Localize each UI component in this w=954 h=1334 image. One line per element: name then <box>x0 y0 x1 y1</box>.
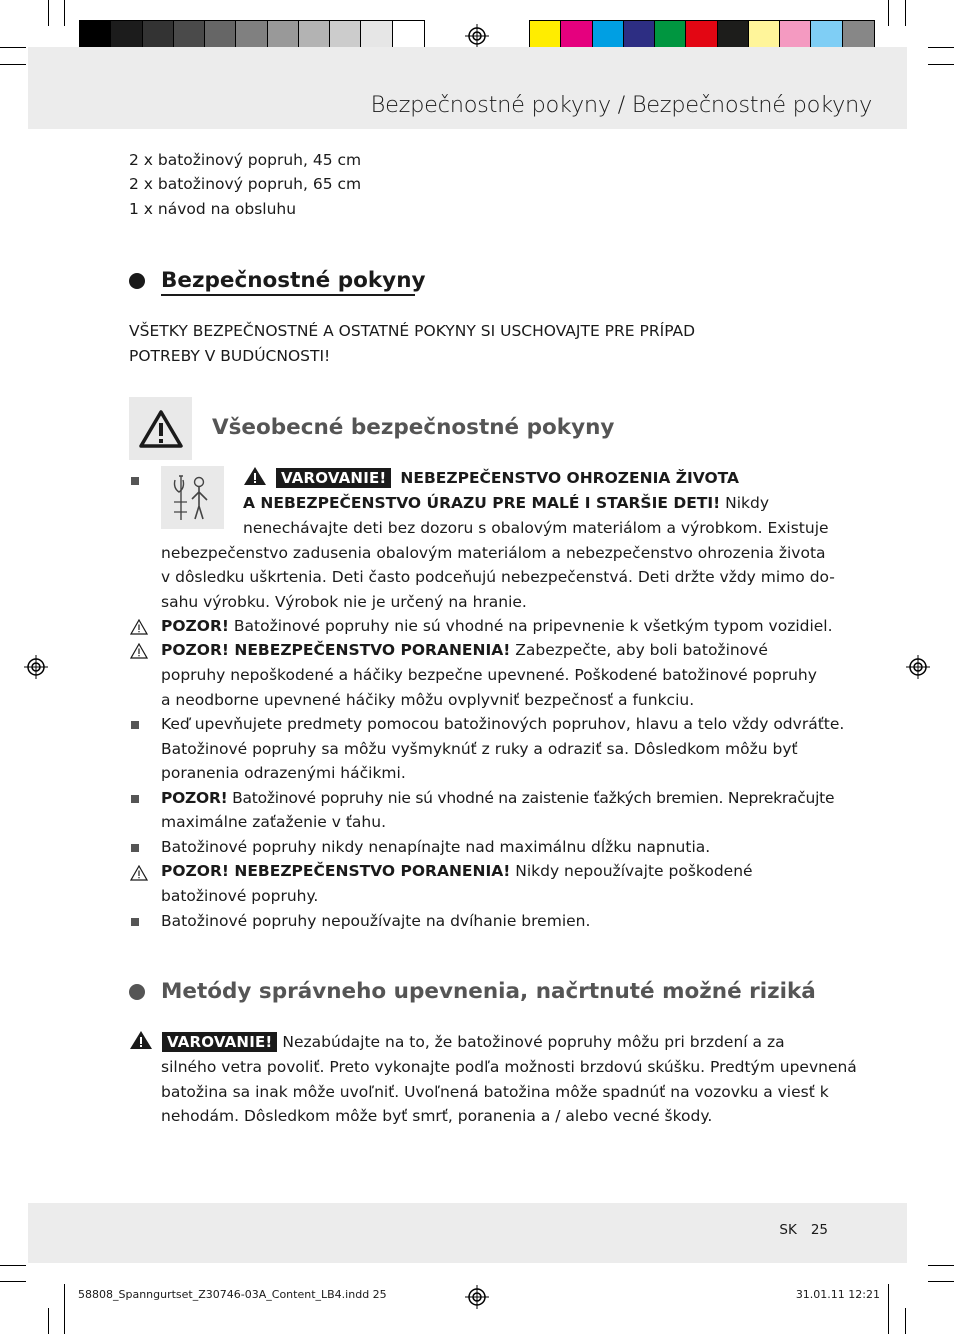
caution-triangle-icon <box>130 865 148 881</box>
child-warning-bold: NEBEZPEČENSTVO OHROZENIA ŽIVOTA <box>400 469 740 487</box>
safety-item-text: Batožinové popruhy nie sú vhodné na zaistenie ťažkých bremien. Neprekračujte <box>227 789 835 807</box>
caution-label: POZOR! <box>161 617 229 635</box>
child-warning-bold: A NEBEZPEČENSTVO ÚRAZU PRE MALÉ I STARŠIE DETI! <box>243 494 721 512</box>
page-number <box>779 1222 828 1238</box>
color-swatch <box>361 21 392 49</box>
crop-mark <box>928 47 954 48</box>
footer-band <box>28 1203 907 1263</box>
registration-mark-icon <box>24 655 48 679</box>
safety-item-line: popruhy nepoškodené a háčiky bezpečne upevnené. Poškodené batožinové popruhy <box>161 666 817 684</box>
crop-mark <box>928 64 954 65</box>
registration-mark-icon <box>465 1285 489 1309</box>
color-swatch <box>561 21 592 49</box>
methods-warning-text: Nezabúdajte na to, že batožinové popruhy môžu pri brzdení a za <box>277 1033 785 1051</box>
keep-instructions-line: VŠETKY BEZPEČNOSTNÉ A OSTATNÉ POKYNY SI USCHOVAJTE PRE PRÍPAD <box>129 322 696 340</box>
bullet-square-icon <box>131 477 139 485</box>
color-swatch <box>393 21 424 49</box>
crop-mark <box>888 0 889 26</box>
color-swatch <box>624 21 655 49</box>
crop-mark <box>928 1265 954 1266</box>
crop-mark <box>64 1284 65 1334</box>
methods-title-text: Metódy správneho upevnenia, načrtnuté možné riziká <box>161 979 816 1004</box>
registration-mark-icon <box>906 655 930 679</box>
keep-instructions-line: POTREBY V BUDÚCNOSTI! <box>129 347 331 365</box>
caution-label: POZOR! NEBEZPEČENSTVO PORANENIA! <box>161 641 511 659</box>
slug-date: 31.01.11 12:21 <box>795 1288 880 1301</box>
caution-triangle-icon <box>130 619 148 635</box>
crop-mark <box>48 0 49 26</box>
color-swatch <box>299 21 330 49</box>
crop-mark <box>905 0 906 26</box>
contents-item: 1 x návod na obsluhu <box>129 200 297 218</box>
color-swatch <box>80 21 111 49</box>
color-swatch <box>174 21 205 49</box>
child-warning-line: sahu výrobku. Výrobok nie je určený na hranie. <box>161 593 527 611</box>
caution-triangle-icon <box>130 643 148 659</box>
child-warning-box <box>161 466 224 529</box>
safety-item-line: Batožinové popruhy nikdy nenapínajte nad maximálnu dĺžku napnutia. <box>161 838 711 856</box>
bullet-square-icon <box>131 918 139 926</box>
gray-calibration-bar <box>79 20 425 50</box>
child-warning-line: nenechávajte deti bez dozoru s obalovým materiálom a výrobkom. Existuje <box>243 519 829 537</box>
safety-item-line: Batožinové popruhy sa môžu vyšmyknúť z ruky a odraziť sa. Dôsledkom môžu byť <box>161 740 798 758</box>
general-safety-title: Všeobecné bezpečnostné pokyny <box>212 415 615 440</box>
color-swatch <box>686 21 717 49</box>
warning-box <box>129 397 192 460</box>
safety-item-line: a neodborne upevnené háčiky môžu ovplyvniť bezpečnosť a funkciu. <box>161 691 695 709</box>
bullet-square-icon <box>131 795 139 803</box>
methods-warning-line: nehodám. Dôsledkom môže byť smrť, poranenia a / alebo vecné škody. <box>161 1107 713 1125</box>
methods-section-title <box>161 979 816 1004</box>
child-hazard-icon <box>169 472 217 524</box>
caution-label: POZOR! <box>161 789 228 807</box>
warning-triangle-icon <box>138 409 184 449</box>
safety-item-text: Zabezpečte, aby boli batožinové <box>510 641 768 659</box>
warning-triangle-icon <box>129 1030 153 1050</box>
crop-mark <box>0 64 26 65</box>
language-code: SK <box>779 1222 797 1238</box>
title-underline <box>161 294 415 296</box>
color-swatch <box>780 21 811 49</box>
color-swatch <box>655 21 686 49</box>
crop-mark <box>0 1265 26 1266</box>
color-swatch <box>718 21 749 49</box>
warning-tag: VAROVANIE! <box>276 468 392 488</box>
crop-mark <box>928 1281 954 1282</box>
child-warning-line <box>243 491 769 516</box>
color-swatch <box>268 21 299 49</box>
safety-item <box>161 859 753 884</box>
child-warning-line: nebezpečenstvo zadusenia obalovým materiálom a nebezpečenstvo ohrozenia života <box>161 544 826 562</box>
color-swatch <box>111 21 142 49</box>
caution-label: POZOR! NEBEZPEČENSTVO PORANENIA! <box>161 862 511 880</box>
safety-item <box>161 638 768 663</box>
color-swatch <box>330 21 361 49</box>
safety-item-line: batožinové popruhy. <box>161 887 319 905</box>
crop-mark <box>64 0 65 26</box>
safety-item-line: maximálne zaťaženie v ťahu. <box>161 813 386 831</box>
safety-item-line: Batožinové popruhy nepoužívajte na dvíhanie bremien. <box>161 912 591 930</box>
contents-item: 2 x batožinový popruh, 65 cm <box>129 175 362 193</box>
color-swatch <box>811 21 842 49</box>
crop-mark <box>888 1284 889 1334</box>
safety-title-text: Bezpečnostné pokyny <box>161 268 426 293</box>
warning-tag: VAROVANIE! <box>162 1032 278 1052</box>
color-swatch <box>143 21 174 49</box>
bullet-square-icon <box>131 721 139 729</box>
methods-warning-line <box>129 1030 785 1055</box>
bullet-dot-icon <box>129 273 145 289</box>
warning-triangle-icon <box>243 466 267 486</box>
methods-warning-line: silného vetra povoliť. Preto vykonajte podľa možnosti brzdovú skúšku. Predtým upevnená <box>161 1058 857 1076</box>
crop-mark <box>48 1308 49 1334</box>
safety-item-text: Nikdy nepoužívajte poškodené <box>510 862 753 880</box>
safety-item-text: Batožinové popruhy nie sú vhodné na pripevnenie k všetkým typom vozidiel. <box>228 617 833 635</box>
color-calibration-bar <box>529 20 875 50</box>
safety-item <box>161 786 834 811</box>
color-swatch <box>205 21 236 49</box>
safety-item-line: Keď upevňujete predmety pomocou batožinových popruhov, hlavu a telo vždy odvráťte. <box>161 715 845 733</box>
child-warning-line <box>243 466 739 491</box>
contents-item: 2 x batožinový popruh, 45 cm <box>129 151 362 169</box>
color-swatch <box>749 21 780 49</box>
color-swatch <box>843 21 874 49</box>
slug-filename: 58808_Spanngurtset_Z30746-03A_Content_LB4.indd 25 <box>78 1288 387 1301</box>
methods-warning-line: batožina sa inak môže uvoľniť. Uvoľnená batožina môže spadnúť na vozovku a viesť k <box>161 1083 829 1101</box>
color-swatch <box>236 21 267 49</box>
safety-section-title <box>161 268 426 293</box>
registration-mark-icon <box>465 24 489 48</box>
crop-mark <box>0 1281 26 1282</box>
crop-mark <box>905 1308 906 1334</box>
bullet-square-icon <box>131 844 139 852</box>
bullet-dot-icon <box>129 984 145 1000</box>
safety-item-line: poranenia odrazenými háčikmi. <box>161 764 406 782</box>
color-swatch <box>530 21 561 49</box>
crop-mark <box>0 47 26 48</box>
color-swatch <box>593 21 624 49</box>
page-number-value: 25 <box>810 1222 828 1238</box>
safety-item <box>161 614 833 639</box>
page-title: Bezpečnostné pokyny / Bezpečnostné pokyny <box>370 92 872 118</box>
child-warning-text: Nikdy <box>720 494 770 512</box>
child-warning-line: v dôsledku uškrtenia. Deti často podceňujú nebezpečenstvá. Deti držte vždy mimo do- <box>161 568 835 586</box>
